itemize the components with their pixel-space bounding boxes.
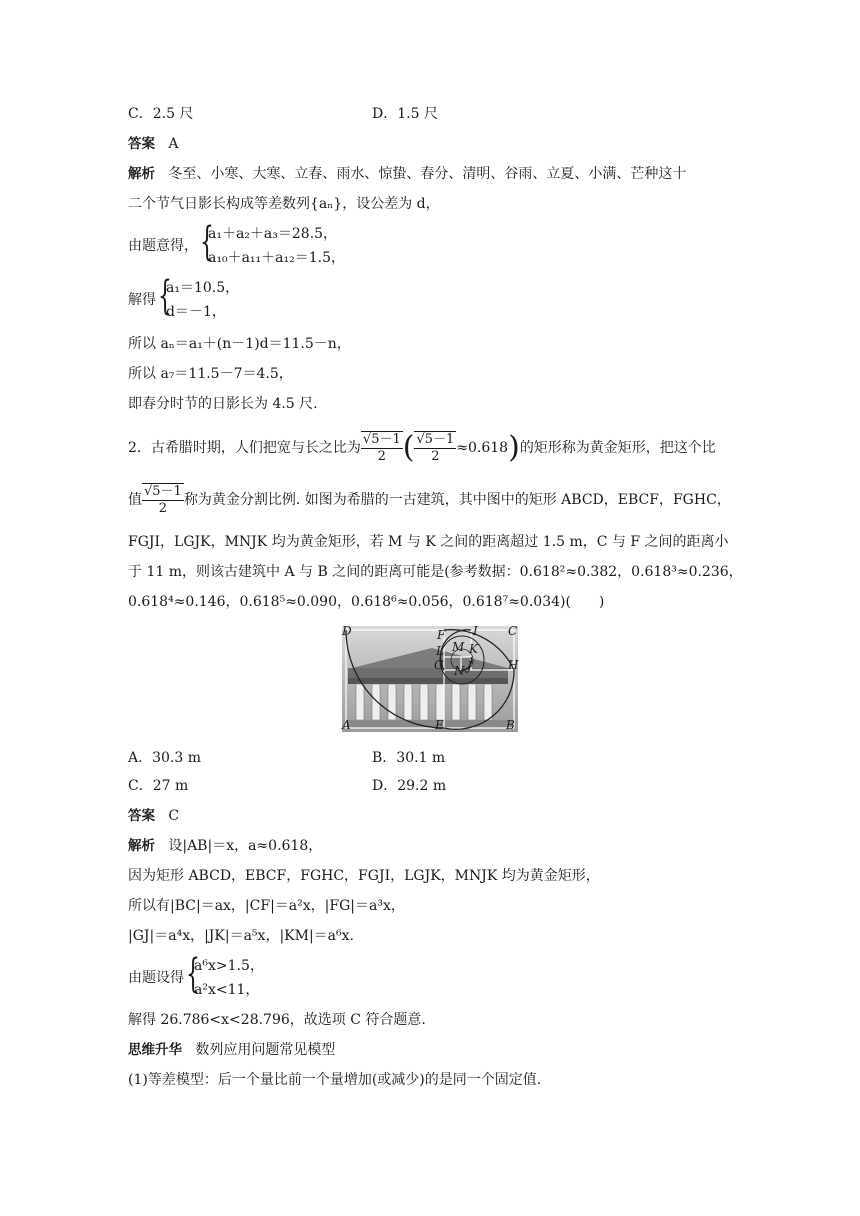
line-an: 所以 aₙ＝a₁＋(n－1)d＝11.5－n， [128,336,351,352]
golden-fraction [142,483,184,517]
answer-value: A [168,136,179,152]
label-K: K [469,642,478,656]
q2-option-d: D．29.2 m [372,778,447,794]
label-L: L [436,644,444,658]
brace-icon: { [200,219,214,265]
answer-line [128,134,178,154]
label-J: J [467,659,472,673]
golden-fraction-inner [414,431,456,465]
solve-eq-1: a₁＝10.5， [166,280,240,296]
label-N: N [454,664,465,678]
q2-stem-2 [128,480,731,520]
q2-cond-prefix: 由题设得 [128,970,184,986]
q2-stem-2a: 值 [128,492,142,508]
label-H: H [508,658,519,672]
q2-analysis-3: 所以有|BC|＝ax，|CF|＝a²x，|FG|＝a³x， [128,898,405,914]
answer-label: 答案 [128,808,155,824]
right-paren: ) [508,430,520,465]
line-conclusion: 即春分时节的日影长为 4.5 尺. [128,396,318,412]
summary-heading [128,1040,335,1060]
label-M: M [452,640,465,654]
approx-value: ≈0.618 [456,440,509,456]
option-d: D．1.5 尺 [372,106,438,122]
q2-stem-1b: 的矩形称为黄金矩形，把这个比 [519,440,716,456]
q2-stem-2b: 称为黄金分割比例. 如图为希腊的一古建筑，其中图中的矩形 ABCD，EBCF，FGHC， [183,492,731,508]
solve-eq-2: d＝－1， [166,304,226,320]
temple-photo [342,626,518,732]
label-D: D [342,624,352,638]
temple-figure [342,626,518,732]
q2-option-a: A．30.3 m [128,750,202,766]
q2-option-c: C．27 m [128,778,189,794]
fraction-denominator: 2 [431,449,440,464]
summary-item-1: (1)等差模型：后一个量比前一个量增加(或减少)的是同一个固定值. [128,1072,542,1088]
option-c: C．2.5 尺 [128,106,194,122]
cond-prefix: 由题意得， [128,238,198,254]
fraction-numerator: √5－1 [362,432,401,447]
left-paren: ( [402,430,415,465]
golden-fraction [361,431,403,465]
q2-stem-1a: 2．古希腊时期，人们把宽与长之比为 [128,440,361,456]
q2-analysis-4: |GJ|＝a⁴x，|JK|＝a⁵x，|KM|＝a⁶x. [128,928,354,944]
label-F: F [437,628,446,642]
q2-stem-3: FGJI，LGJK，MNJK 均为黄金矩形，若 M 与 K 之间的距离超过 1.5 m，C 与 F 之间的距离小 [128,534,729,550]
label-C: C [508,624,518,638]
analysis-line-1 [128,164,686,184]
answer-label: 答案 [128,136,155,152]
label-E: E [435,718,444,732]
cond-eq-2: a₁₀＋a₁₁＋a₁₂＝1.5， [208,250,345,266]
q2-cond-eq-1: a⁶x>1.5， [194,958,264,974]
q2-analysis-1 [128,836,322,856]
q2-stem-5: 0.618⁴≈0.146，0.618⁵≈0.090，0.618⁶≈0.056，0.618⁷≈0.034)( ) [128,594,605,610]
solve-prefix: 解得 [128,292,156,308]
analysis-text-1: 设|AB|＝x，a≈0.618， [168,838,323,854]
brace-icon: { [158,273,172,319]
line-a7: 所以 a₇＝11.5－7＝4.5， [128,366,293,382]
summary-label: 思维升华 [128,1042,182,1058]
analysis-text-1: 冬至、小寒、大寒、立春、雨水、惊蛰、春分、清明、谷雨、立夏、小满、芒种这十 [168,166,687,182]
fraction-numerator: √5－1 [416,432,455,447]
label-B: B [506,718,515,732]
label-A: A [342,718,351,732]
analysis-label: 解析 [128,838,155,854]
fraction-numerator: √5－1 [144,484,182,499]
summary-title: 数列应用问题常见模型 [195,1042,336,1058]
fraction-denominator: 2 [377,449,386,464]
q2-stem-4: 于 11 m，则该古建筑中 A 与 B 之间的距离可能是(参考数据：0.618²≈0.382，0.618³≈0.236， [128,564,743,580]
q2-option-b: B．30.1 m [372,750,446,766]
brace-icon: { [186,951,200,997]
label-I: I [473,624,478,638]
q2-stem-1 [128,428,716,468]
label-G: G [434,658,444,672]
answer-value: C [168,808,180,824]
analysis-label: 解析 [128,166,155,182]
analysis-line-2: 二个节气日影长构成等差数列{aₙ}，设公差为 d， [128,196,440,212]
q2-analysis-2: 因为矩形 ABCD，EBCF，FGHC，FGJI，LGJK，MNJK 均为黄金矩形， [128,868,600,884]
cond-eq-1: a₁＋a₂＋a₃＝28.5， [208,226,338,242]
fraction-denominator: 2 [158,501,168,516]
q2-result: 解得 26.786<x<28.796，故选项 C 符合题意. [128,1012,426,1028]
q2-cond-eq-2: a²x<11， [194,982,260,998]
q2-answer-line [128,806,179,826]
